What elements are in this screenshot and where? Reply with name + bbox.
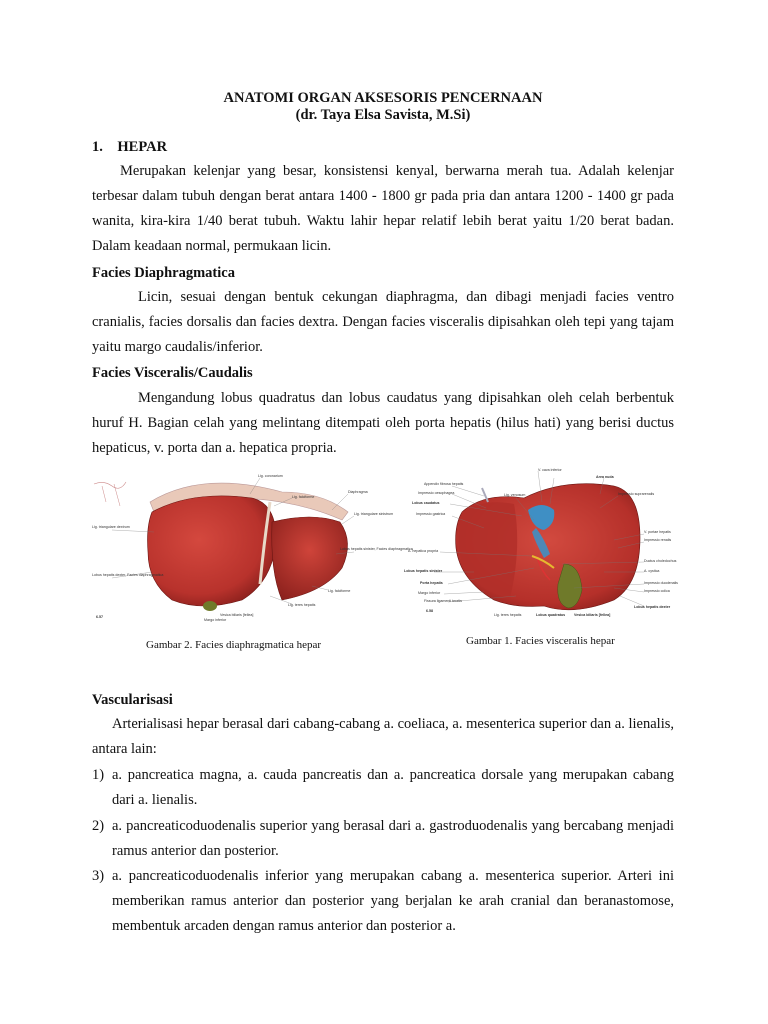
label-lobus-hepatis-sinister: Lobus hepatis sinister bbox=[404, 569, 443, 573]
label-porta-hepatis: Porta hepatis bbox=[420, 581, 443, 585]
label-lig-teres-hepatis: Lig. teres hepatis bbox=[288, 603, 316, 607]
label-diaphragma: Diaphragma bbox=[348, 490, 368, 494]
label-lobus-sinister: Lobus hepatis sinister, Facies diaphragmatica bbox=[340, 547, 413, 551]
label-v-portae-hepatis: V. portae hepatis bbox=[644, 530, 671, 534]
heading-facies-diaphragmatica: Facies Diaphragmatica bbox=[92, 265, 235, 281]
label-impressio-suprarenalis: Impressio suprarenalis bbox=[618, 492, 655, 496]
list-item-number: 1) bbox=[92, 767, 105, 783]
label-lig-falciforme: Lig. falciforme bbox=[328, 589, 351, 593]
paragraph-facies-diaphragmatica: Licin, sesuai dengan bentuk cekungan diaphragma, dan dibagi menjadi facies ventro cranialis, facies dorsalis dan facies dextra. Dengan facies visceralis dipisahkan oleh tepi yang tajam yaitu margo caudalis/inferior. bbox=[92, 289, 674, 355]
heading-facies-visceralis: Facies Visceralis/Caudalis bbox=[92, 365, 253, 381]
label-lig-venosum: Lig. venosum bbox=[504, 493, 526, 497]
label-lobus-quadratus: Lobus quadratus bbox=[536, 613, 566, 617]
label-vesica-biliaris: Vesica biliaris [fellea] bbox=[220, 613, 254, 617]
label-fissura-ligamenti-teretis: Fissura ligamenti teretis bbox=[424, 599, 462, 603]
section-heading-hepar: 1. HEPAR bbox=[92, 139, 168, 155]
label-vesica-biliaris: Vesica biliaris [fellea] bbox=[574, 613, 611, 617]
list-item-2 bbox=[92, 814, 674, 864]
caption-figure-1: Gambar 1. Facies visceralis hepar bbox=[466, 635, 615, 647]
list-item-number: 2) bbox=[92, 818, 105, 834]
label-area-nuda: Area nuda bbox=[596, 475, 614, 479]
label-lig-triangulare-sinistrum: Lig. triangulare sinistrum bbox=[354, 512, 394, 516]
caption-figure-2: Gambar 2. Facies diaphragmatica hepar bbox=[146, 639, 322, 651]
label-impressio-duodenalis: Impressio duodenalis bbox=[644, 581, 678, 585]
paragraph-vascularisasi-intro: Arterialisasi hepar berasal dari cabang-cabang a. coeliaca, a. mesenterica superior dan a. lienalis, antara lain: bbox=[92, 716, 674, 757]
label-lig-teres-hepatis: Lig. teres hepatis bbox=[494, 613, 522, 617]
hepar-intro-paragraph: Merupakan kelenjar yang besar, konsistensi kenyal, berwarna merah tua. Adalah kelenjar terbesar dalam tubuh dengan berat antara 1400 - 1800 gr pada pria dan antara 1200 - 1400 gr pada wanita, kira-kira 1/40 berat tubuh. Waktu lahir hepar relatif lebih berat yaitu 1/20 berat badan. Dalam keadaan normal, permukaan licin. bbox=[92, 163, 674, 254]
label-impressio-oesophagea: Impressio oesophagea bbox=[418, 491, 455, 495]
label-lig-falciforme-top: Lig. falciforme bbox=[292, 495, 315, 499]
list-item-text: a. pancreatica magna, a. cauda pancreatis dan a. pancreatica dorsale yang merupakan cabang dari a. lienalis. bbox=[112, 767, 674, 808]
figure-facies-visceralis bbox=[404, 468, 684, 620]
label-lig-triangulare-dextrum: Lig. triangulare dextrum bbox=[92, 525, 130, 529]
label-ductus-choledochus: Ductus choledochus bbox=[644, 559, 677, 563]
list-item-1 bbox=[92, 763, 674, 813]
label-lig-coronarium: Lig. coronarium bbox=[258, 474, 283, 478]
label-a-cystica: A. cystica bbox=[644, 569, 660, 573]
paragraph-facies-visceralis: Mengandung lobus quadratus dan lobus caudatus yang dipisahkan oleh celah berbentuk huruf H. Bagian celah yang melintang ditempati oleh porta hepatis (hilus hati) yang berisi ductus hepaticus, v. porta dan a. hepatica propria. bbox=[92, 390, 674, 456]
label-impressio-gastrica: Impressio gastrica bbox=[416, 512, 446, 516]
label-margo-inferior: Margo inferior bbox=[204, 618, 227, 622]
list-item-3 bbox=[92, 864, 674, 939]
list-item-text: a. pancreaticoduodenalis superior yang berasal dari a. gastroduodenalis yang bercabang menjadi ramus anterior dan posterior. bbox=[112, 818, 674, 859]
figure-number: 6.58 bbox=[426, 609, 433, 613]
heading-vascularisasi: Vascularisasi bbox=[92, 692, 173, 708]
label-lobus-dexter: Lobus hepatis dexter, Facies diaphragmatica bbox=[92, 573, 164, 577]
label-margo-inferior: Margo inferior bbox=[418, 591, 441, 595]
liver-anterior-illustration bbox=[92, 472, 413, 622]
label-appendix-fibrosa: Appendix fibrosa hepatis bbox=[424, 482, 464, 486]
label-v-cava-inferior: V. cava inferior bbox=[538, 468, 562, 472]
label-impressio-renalis: Impressio renalis bbox=[644, 538, 672, 542]
label-lobus-hepatis-dexter: Lobus hepatis dexter bbox=[634, 605, 671, 609]
label-lobus-caudatus: Lobus caudatus bbox=[412, 501, 440, 505]
label-impressio-colica: Impressio colica bbox=[644, 589, 670, 593]
title-line-2: (dr. Taya Elsa Savista, M.Si) bbox=[295, 107, 471, 123]
list-item-number: 3) bbox=[92, 868, 105, 884]
list-item-text: a. pancreaticoduodenalis inferior yang merupakan cabang a. mesenterica superior. Arteri ini memberikan ramus anterior dan posterior yang berjalan ke arah cranial dan beranastomose, membentuk arcaden dengan ramus anterior dan posterior a. bbox=[112, 868, 674, 934]
title-line-1: ANATOMI ORGAN AKSESORIS PENCERNAAN bbox=[223, 90, 543, 106]
document-title bbox=[92, 90, 674, 124]
figure-number: 6.57 bbox=[96, 615, 103, 619]
figure-facies-diaphragmatica bbox=[92, 472, 413, 622]
liver-visceral-illustration bbox=[404, 468, 684, 620]
label-a-hepatica-propria: A. hepatica propria bbox=[408, 549, 439, 553]
